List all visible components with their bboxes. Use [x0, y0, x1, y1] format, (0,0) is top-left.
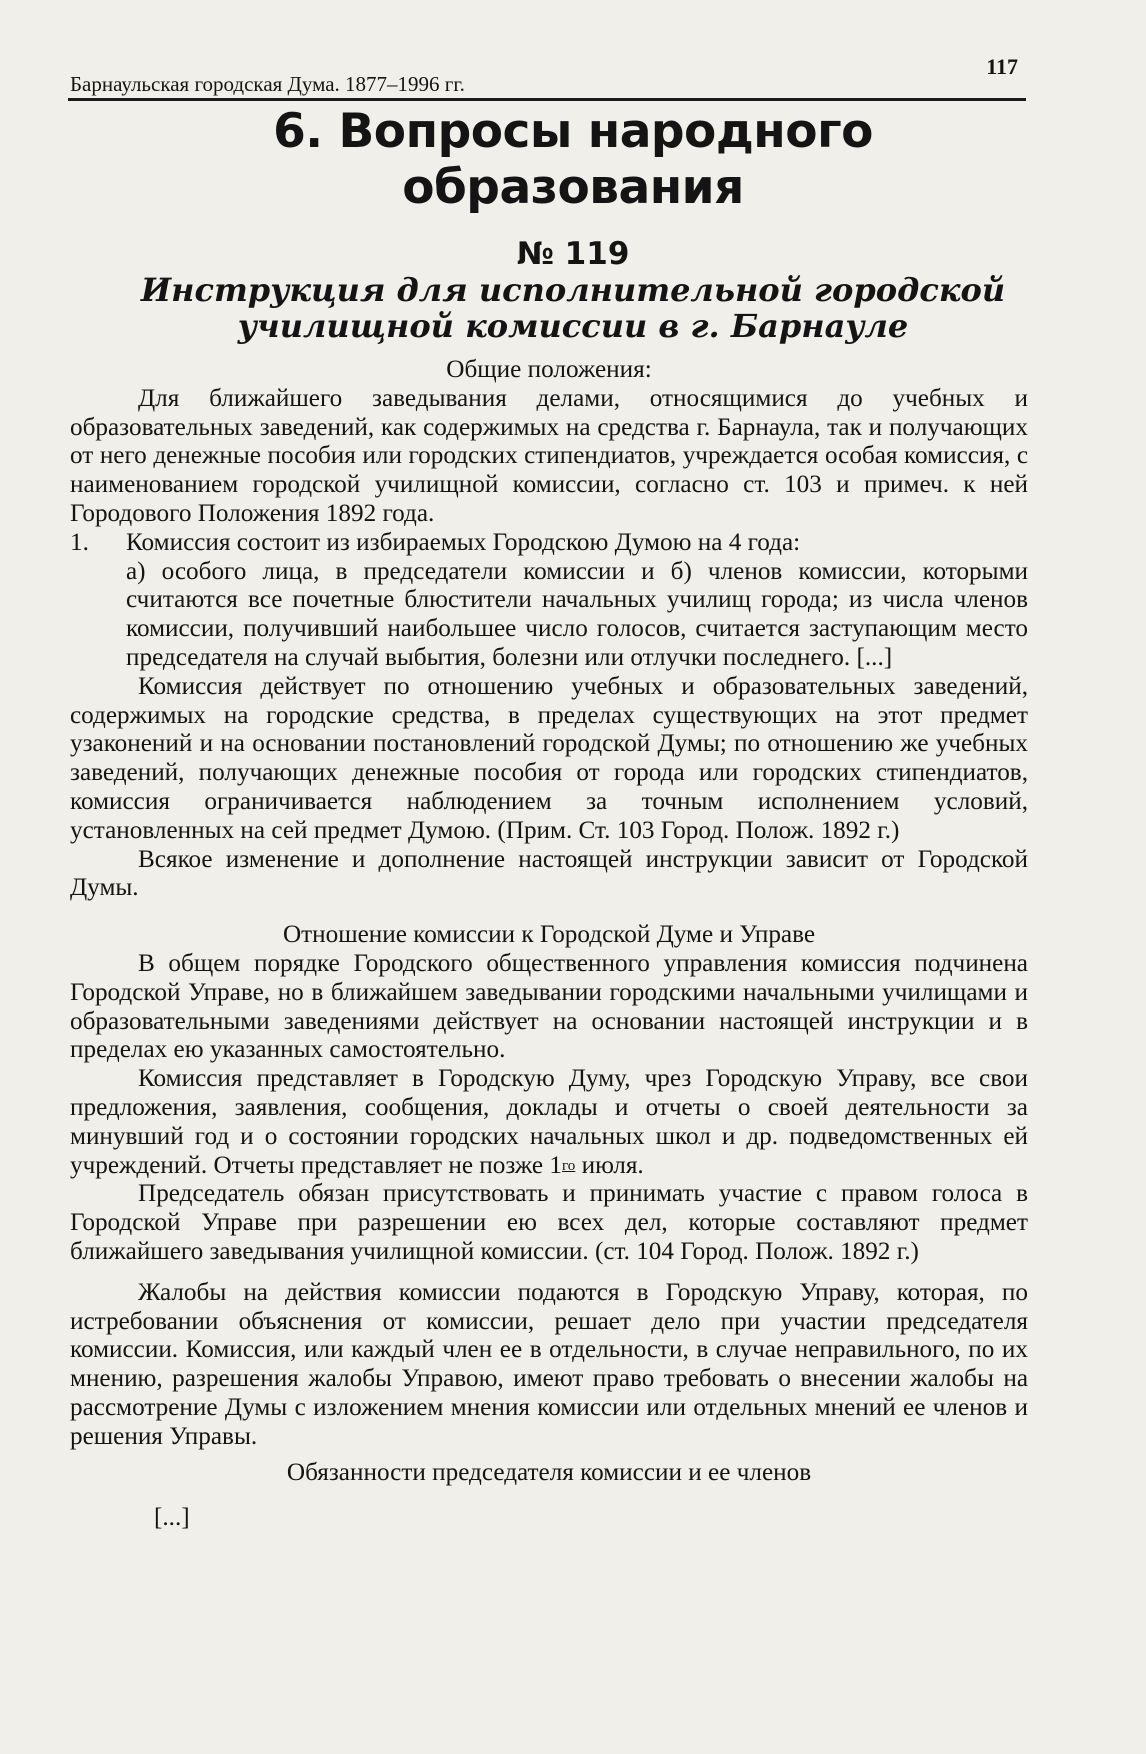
section-heading-relations: Отношение комиссии к Городской Думе и Управе — [282, 921, 816, 949]
section-heading-duties: Обязанности председателя комиссии и ее членов — [286, 1459, 812, 1487]
numbered-item-1 — [70, 529, 1028, 673]
document-body — [70, 356, 1028, 1533]
ellipsis: [...] — [154, 1504, 190, 1532]
document-title-line-1: Инструкция для исполнительной городской — [140, 271, 1006, 309]
document-title-line-2: училищной комиссии в г. Барнауле — [237, 307, 909, 345]
paragraph-3: Комиссия действует по отношению учебных и образовательных заведений, содержимых на городские средства, в пределах существующих на этот предмет узаконений и на основании постановлений городской Думы; по отношению же учебных заведений, получающих денежные пособия от города или городских стипендиатов, комиссия ограничивается наблюдением за точным исполнением условий, установленных на сей предмет Думою. (Прим. Ст. 103 Город. Полож. 1892 г.) — [70, 672, 1028, 844]
document-title — [0, 272, 1146, 344]
page-number: 117 — [986, 54, 1018, 79]
paragraph-6 — [70, 1065, 1028, 1180]
item-rest: а) особого лица, в председатели комиссии и б) членов комиссии, которыми считаются все почетные блюстители начальных училищ города; из числа членов комиссии, получивший наибольшее число голосов, считается заступающим место председателя на случай выбытия, болезни или отлучки последнего. [...] — [126, 557, 1028, 671]
item-first-line: Комиссия состоит из избираемых Городскою Думою на 4 года: — [126, 528, 801, 556]
paragraph-6-main: Комиссия представляет в Городскую Думу, чрез Городскую Управу, все свои предложения, заявления, сообщения, доклады и отчеты о своей деятельности за минувший год и о состоянии городских начальных школ и др. подведомственных ей учреждений. Отчеты представляет не позже 1 — [70, 1065, 1028, 1179]
paragraph-1: Для ближайшего заведывания делами, относящимися до учебных и образовательных заведений, как содержимых на средства г. Барнаула, так и получающих от него денежные пособия или городских стипендиатов, учреждается особая комиссия, с наименованием городской училищной комиссии, согласно ст. 103 и примеч. к ней Городового Положения 1892 года. — [70, 384, 1028, 527]
section-heading-general: Общие положения: — [446, 356, 652, 383]
paragraph-5: В общем порядке Городского общественного управления комиссия подчинена Городской Управе, но в ближайшем заведывании городскими начальными училищами и образовательными заведениями действует на основании настоящей инструкции и в пределах ею указанных самостоятельно. — [70, 949, 1028, 1064]
document-number: № 119 — [516, 236, 630, 272]
paragraph-8: Жалобы на действия комиссии подаются в Городскую Управу, которая, по истребовании объяснения от комиссии, решает дело при участии председателя комиссии. Комиссия, или каждый член ее в отдельности, в случае неправильного, по их мнению, разрешения жалобы Управою, имеют право требовать о внесении жалобы на рассмотрение Думы с изложением мнения комиссии или отдельных мнений ее членов и решения Управы. — [70, 1278, 1028, 1450]
chapter-title-line-1: 6. Вопросы народного — [273, 104, 873, 159]
item-text — [126, 529, 1028, 673]
chapter-title-line-2: образования — [402, 160, 744, 215]
paragraph-6-end: июля. — [575, 1151, 644, 1179]
running-title: Барнаульская городская Дума. 1877–1996 гг. — [70, 72, 465, 96]
chapter-title — [0, 104, 1146, 216]
paragraph-7: Председатель обязан присутствовать и принимать участие с правом голоса в Городской Управе при разрешении ею всех дел, которые составляют предмет ближайшего заведывания училищной комиссии. (ст. 104 Город. Полож. 1892 г.) — [70, 1180, 1028, 1265]
running-header — [68, 52, 1026, 101]
paragraph-4: Всякое изменение и дополнение настоящей инструкции зависит от Городской Думы. — [70, 845, 1028, 902]
ordinal-suffix: го — [562, 1157, 576, 1174]
item-number: 1. — [70, 528, 89, 556]
